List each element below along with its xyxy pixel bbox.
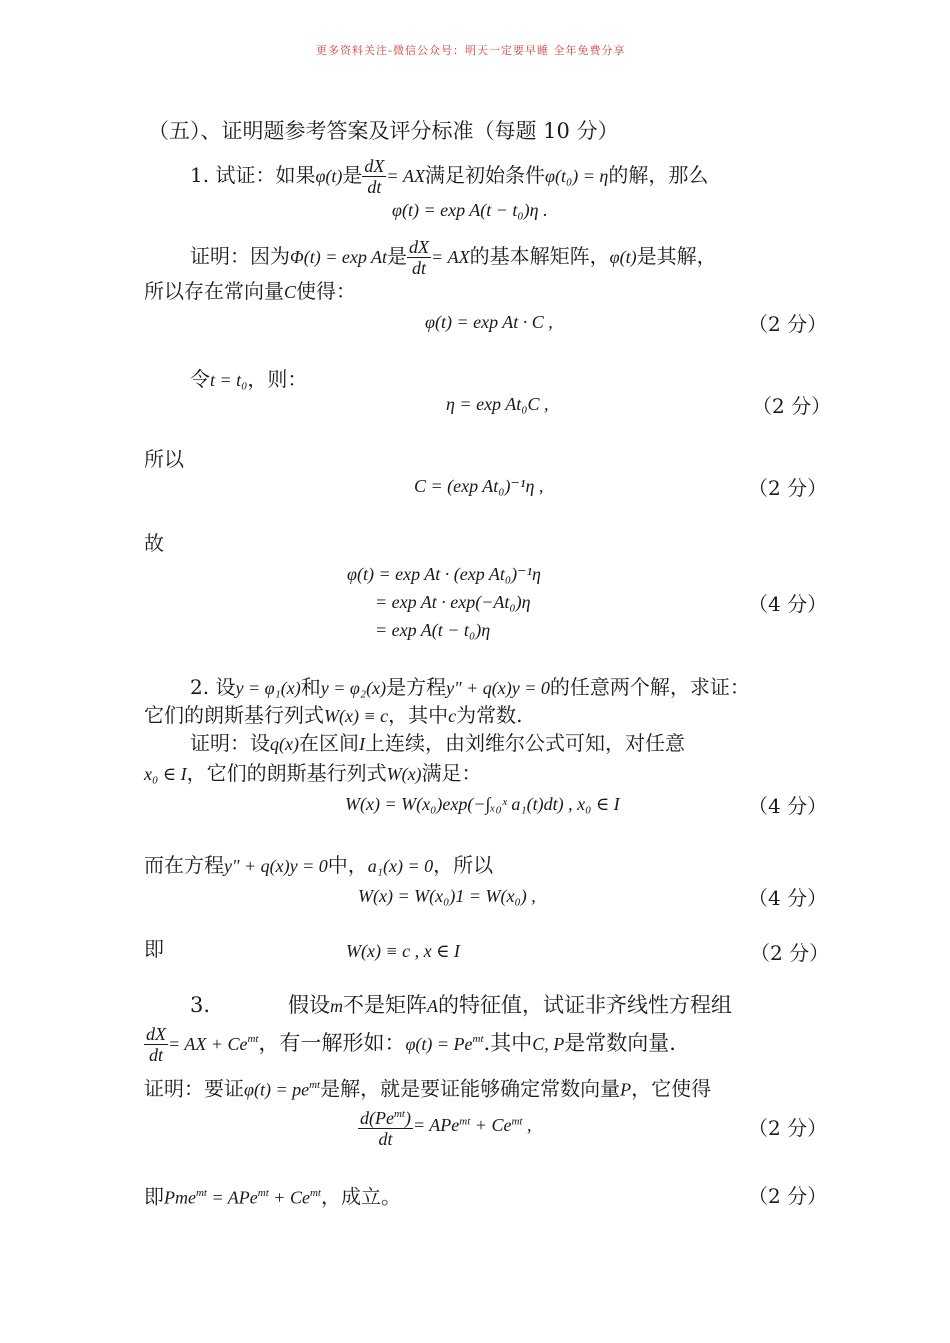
p3-l2-c: φ(t) = Pe bbox=[405, 1034, 473, 1054]
p1-let-c: ，则： bbox=[247, 367, 308, 391]
p1-math-phi: φ(t) bbox=[315, 166, 343, 186]
p2-l1-a: 2. 设 bbox=[190, 675, 236, 699]
p1-proof-a: 证明：因为 bbox=[190, 244, 290, 268]
p3-l1-d: A bbox=[427, 996, 438, 1016]
p3-l4-sup2: mt bbox=[257, 1187, 269, 1199]
p3-l3-sup: mt bbox=[309, 1079, 321, 1091]
p2-l1-e: 是方程 bbox=[386, 675, 447, 699]
p1-let-line bbox=[190, 366, 307, 393]
p3-l4-sup3: mt bbox=[309, 1187, 321, 1199]
p1-score2: （2 分） bbox=[752, 394, 832, 418]
p1-math-ax: = AX bbox=[386, 166, 426, 186]
p2-l5-b: y″ + q(x)y = 0 bbox=[224, 856, 328, 876]
p3-l2-sup2: mt bbox=[472, 1033, 484, 1045]
p3-l4-c: = APe bbox=[206, 1187, 258, 1208]
p3-fraction-dxdt bbox=[144, 1024, 168, 1065]
p1-proof-frac-den: dt bbox=[411, 258, 426, 278]
p1-hence: 故 bbox=[144, 531, 164, 555]
p2-line2 bbox=[144, 702, 522, 729]
p3-eq1-rhs-sup2: mt bbox=[511, 1115, 523, 1128]
p2-l3-e: 上连续，由刘维尔公式可知，对任意 bbox=[364, 731, 685, 755]
p3-eq1-num-end: ) bbox=[404, 1108, 411, 1128]
p1-eq3: C = (exp At₀)⁻¹η , bbox=[414, 476, 544, 496]
p2-line4 bbox=[144, 760, 482, 787]
p1-frac-den: dt bbox=[367, 177, 382, 197]
p1-line3-c: C bbox=[284, 282, 297, 302]
p3-l2-sup: mt bbox=[247, 1033, 259, 1045]
p2-l2-e: 为常数. bbox=[456, 703, 523, 727]
p1-proof-line1 bbox=[190, 237, 717, 278]
p3-eq1-num-sup: mt bbox=[393, 1108, 405, 1120]
p3-line2 bbox=[144, 1024, 676, 1065]
p2-l2-a: 它们的朗斯基行列式 bbox=[144, 703, 324, 727]
p2-line3 bbox=[190, 730, 685, 757]
problem-3-statement bbox=[288, 992, 732, 1019]
p2-l1-f: y″ + q(x)y = 0 bbox=[446, 678, 550, 698]
p1-let-a: 令 bbox=[190, 367, 210, 391]
p1-proof-b: Φ(t) = exp At bbox=[290, 247, 387, 267]
section-title: （五）、证明题参考答案及评分标准（每题 10 分） bbox=[148, 119, 619, 143]
p3-l1-a: 假设 bbox=[288, 993, 330, 1017]
p3-l2-e: C, P bbox=[532, 1034, 565, 1054]
p3-eq1 bbox=[358, 1104, 531, 1149]
p1-claim: φ(t) = exp A(t − t₀)η . bbox=[392, 200, 548, 220]
p3-l2-f: 是常数向量. bbox=[564, 1031, 676, 1055]
p3-l4-d: + Ce bbox=[268, 1187, 310, 1208]
p1-proof-d: = AX bbox=[431, 247, 470, 267]
p3-number: 3. bbox=[190, 993, 211, 1017]
p3-eq1-rhs-sup1: mt bbox=[459, 1115, 471, 1128]
p2-l4-b: ，它们的朗斯基行列式 bbox=[186, 761, 387, 785]
p2-score2: （4 分） bbox=[748, 886, 828, 910]
p2-eq1: W(x) = W(x₀)exp(−∫ₓ₀ˣ a₁(t)dt) , x₀ ∈ I bbox=[345, 794, 620, 814]
p1-line3-e: 使得： bbox=[296, 279, 357, 303]
p2-l2-d: c bbox=[448, 706, 457, 726]
p3-eq1-num-a: d(Pe bbox=[360, 1108, 394, 1128]
p3-l3-b: φ(t) = pe bbox=[244, 1079, 310, 1100]
p3-l2-a: = AX + Ce bbox=[168, 1034, 248, 1054]
p1-proof-e: 的基本解矩阵， bbox=[469, 244, 610, 268]
p3-line3 bbox=[144, 1072, 711, 1103]
p2-l1-c: 和 bbox=[300, 675, 321, 699]
p1-score4: （4 分） bbox=[748, 592, 828, 616]
p3-l3-c: 是解，就是要证能够确定常数向量 bbox=[320, 1076, 621, 1101]
p1-proof-frac-num: dX bbox=[409, 237, 429, 257]
p2-l1-g: 的任意两个解，求证： bbox=[549, 675, 750, 699]
p1-score3: （2 分） bbox=[748, 476, 828, 500]
p2-l3-c: 在区间 bbox=[298, 731, 359, 755]
p1-text-c: 是 bbox=[342, 163, 363, 187]
p1-eq1: φ(t) = exp At · C , bbox=[425, 312, 553, 332]
p1-proof-f: φ(t) bbox=[609, 247, 637, 267]
problem-1-statement bbox=[190, 156, 708, 197]
p3-l4-b: Pme bbox=[164, 1187, 196, 1208]
p1-proof-fraction bbox=[407, 237, 431, 278]
p1-line3-a: 所以存在常向量 bbox=[144, 279, 284, 303]
p3-l2-d: .其中 bbox=[483, 1031, 533, 1055]
p3-line4 bbox=[144, 1180, 401, 1211]
p3-score1: （2 分） bbox=[748, 1116, 828, 1140]
p2-l3-b: q(x) bbox=[270, 734, 299, 754]
p1-fraction-dxdt bbox=[362, 156, 386, 197]
p1-let-b: t = t₀ bbox=[210, 370, 248, 390]
p3-eq1-rhs-b: + Ce bbox=[470, 1115, 512, 1135]
p2-l2-b: W(x) ≡ c bbox=[324, 706, 389, 726]
problem-2-statement bbox=[190, 674, 750, 701]
p2-l1-d: y = φ₂(x) bbox=[320, 678, 387, 698]
p3-l3-d: P bbox=[620, 1079, 632, 1100]
p2-score3: （2 分） bbox=[750, 941, 830, 965]
p1-frac-num: dX bbox=[364, 156, 385, 176]
p1-eq4c: = exp A(t − t₀)η bbox=[375, 620, 491, 640]
p1-text-a: 1. 试证：如果 bbox=[190, 163, 316, 187]
p3-eq1-rhs-end: , bbox=[522, 1115, 532, 1135]
p3-l4-e: ，成立。 bbox=[320, 1184, 401, 1209]
p1-proof-c: 是 bbox=[387, 244, 407, 268]
p2-l4-c: W(x) bbox=[386, 764, 422, 784]
p2-l4-d: 满足： bbox=[421, 761, 482, 785]
p2-l3-a: 证明：设 bbox=[190, 731, 270, 755]
p1-eq2: η = exp At₀C , bbox=[446, 394, 549, 414]
p2-l5-d: a₁(x) = 0 bbox=[367, 856, 434, 876]
p1-math-init: φ(t₀) = η bbox=[545, 166, 609, 186]
p2-l5-a: 而在方程 bbox=[144, 853, 224, 877]
p1-so: 所以 bbox=[144, 447, 184, 471]
p3-eq1-rhs: = APe bbox=[412, 1115, 460, 1135]
p1-score1: （2 分） bbox=[748, 312, 828, 336]
p3-eq1-fraction bbox=[358, 1104, 413, 1149]
p1-eq4b: = exp At · exp(−At₀)η bbox=[375, 592, 531, 612]
p2-eq3: W(x) ≡ c , x ∈ I bbox=[346, 941, 460, 961]
p2-l4-a: x₀ ∈ I bbox=[144, 764, 187, 784]
header-banner: 更多资料关注-微信公众号：明天一定要早睡 全年免费分享 bbox=[316, 44, 626, 57]
p2-ie: 即 bbox=[144, 937, 164, 961]
p3-score2: （2 分） bbox=[748, 1184, 828, 1208]
p2-score1: （4 分） bbox=[748, 794, 828, 818]
p3-l2-b: ，有一解形如： bbox=[258, 1031, 406, 1055]
p2-eq2: W(x) = W(x₀)1 = W(x₀) , bbox=[358, 886, 536, 906]
p3-frac-den: dt bbox=[148, 1045, 163, 1065]
p3-l3-a: 证明：要证 bbox=[144, 1076, 244, 1101]
p3-eq1-den: dt bbox=[378, 1129, 393, 1149]
p1-proof-g: 是其解， bbox=[636, 244, 717, 268]
p2-l3-d: I bbox=[358, 734, 365, 754]
p3-l3-e: ，它使得 bbox=[631, 1076, 712, 1101]
p1-text-g: 的解，那么 bbox=[608, 163, 709, 187]
p1-eq4a: φ(t) = exp At · (exp At₀)⁻¹η bbox=[347, 564, 541, 584]
p3-l4-sup1: mt bbox=[195, 1187, 207, 1199]
p3-l1-e: 的特征值，试证非齐线性方程组 bbox=[438, 993, 732, 1017]
p1-text-e: 满足初始条件 bbox=[425, 163, 546, 187]
p3-l1-c: 不是矩阵 bbox=[343, 993, 427, 1017]
p2-l5-c: 中， bbox=[327, 853, 368, 877]
p3-l1-b: m bbox=[330, 996, 343, 1016]
p2-line5 bbox=[144, 852, 493, 879]
p2-l5-e: ，所以 bbox=[433, 853, 494, 877]
p2-l2-c: ，其中 bbox=[388, 703, 449, 727]
p2-l1-b: y = φ₁(x) bbox=[235, 678, 301, 698]
p3-frac-num: dX bbox=[146, 1024, 166, 1044]
p1-proof-line2 bbox=[144, 278, 356, 305]
p3-l4-a: 即 bbox=[144, 1184, 164, 1209]
p3-eq1-num bbox=[358, 1104, 413, 1129]
